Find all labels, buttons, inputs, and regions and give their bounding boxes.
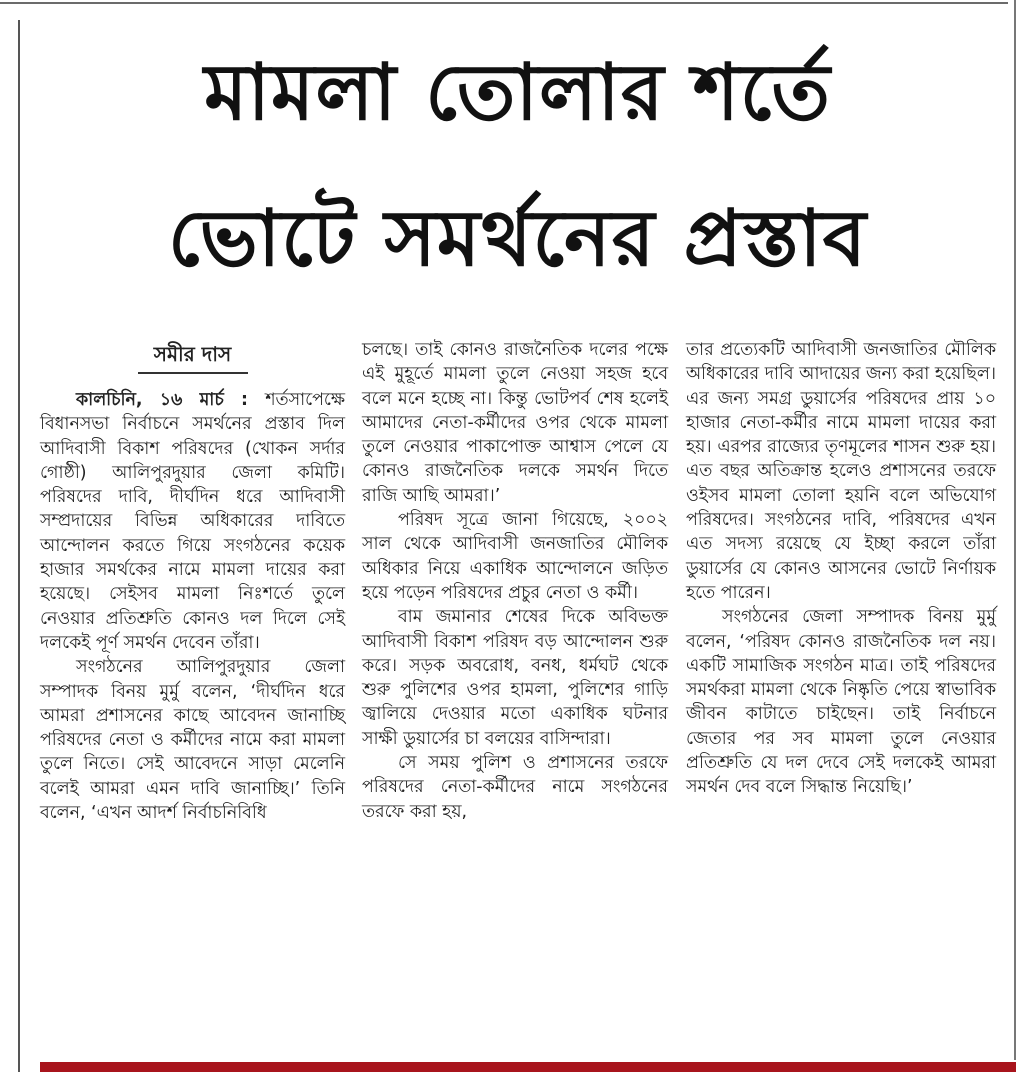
article-column-3 — [686, 338, 996, 800]
headline-line-2: ভোটে সমর্থনের প্রস্তাব — [167, 194, 868, 284]
paragraph-text: শর্তসাপেক্ষে বিধানসভা নির্বাচনে সমর্থনের প্রস্তাব দিল আদিবাসী বিকাশ পরিষদের (খোকন সর্দার গোষ্ঠী) আলিপুরদুয়ার জেলা কমিটি। পরিষদের দাবি, দীর্ঘদিন ধরে আদিবাসী সম্প্রদায়ের বিভিন্ন অধিকারের দাবিতে আন্দোলন করতে গিয়ে সংগঠনের কয়েক হাজার সমর্থকের নামে মামলা দায়ের করা হয়েছে। সেইসব মামলা নিঃশর্তে তুলে নেওয়ার প্রতিশ্রুতি কোনও দল দিলে সেই দলকেই পূর্ণ সমর্থন দেবেন তাঁরা। — [40, 390, 345, 653]
top-border-rule — [0, 2, 1008, 4]
paragraph: সংগঠনের জেলা সম্পাদক বিনয় মুর্মু বলেন, ‘পরিষদ কোনও রাজনৈতিক দল নয়। একটি সামাজিক সংগঠন মাত্র। তাই পরিষদের সমর্থকরা মামলা থেকে নিষ্কৃতি পেয়ে স্বাভাবিক জীবন কাটাতে চাইছেন। তাই নির্বাচনে জেতার পর সব মামলা তুলে নেওয়ার প্রতিশ্রুতি যে দল দেবে সেই দলকেই আমরা সমর্থন দেব বলে সিদ্ধান্ত নিয়েছি।’ — [686, 607, 996, 798]
paragraph: তার প্রত্যেকটি আদিবাসী জনজাতির মৌলিক অধিকারের দাবি আদায়ের জন্য করা হয়েছিল। এর জন্য সমগ্র ডুয়ার্সের পরিষদের প্রায় ১০ হাজার নেতা-কর্মীর নামে মামলা দায়ের করা হয়। এরপর রাজ্যের তৃণমূলের শাসন শুরু হয়। এত বছর অতিক্রান্ত হলেও প্রশাসনের তরফে ওইসব মামলা তোলা হয়নি বলে অভিযোগ পরিষদের। সংগঠনের দাবি, পরিষদের এখন এত সদস্য রয়েছে যে ইচ্ছা করলে তাঁরা ডুয়ার্সের যে কোনও আসনের ভোটে নির্ণায়ক হতে পারেন। — [686, 340, 996, 603]
paragraph — [40, 388, 345, 655]
headline-line-1: মামলা তোলার শর্তে — [204, 48, 831, 138]
article-column-2 — [362, 338, 668, 824]
bottom-accent-bar — [40, 1062, 1016, 1072]
paragraph: সংগঠনের আলিপুরদুয়ার জেলা সম্পাদক বিনয় মুর্মু বলেন, ‘দীর্ঘদিন ধরে আমরা প্রশাসনের কাছে আবেদন জানাচ্ছি পরিষদের নেতা ও কর্মীদের নামে করা মামলা তুলে নিতে। সেই আবেদনে সাড়া মেলেনি বলেই আমরা এমন দাবি জানাচ্ছি।’ তিনি বলেন, ‘এখন আদর্শ নির্বাচনিবিধি — [40, 657, 345, 824]
article-column-1 — [40, 340, 345, 825]
paragraph: বাম জমানার শেষের দিকে অবিভক্ত আদিবাসী বিকাশ পরিষদ বড় আন্দোলন শুরু করে। সড়ক অবরোধ, বনধ, ধর্মঘট থেকে শুরু পুলিশের ওপর হামলা, পুলিশের গাড়ি জ্বালিয়ে দেওয়ার মতো একাধিক ঘটনার সাক্ষী ডুয়ার্সের চা বলয়ের বাসিন্দারা। — [362, 607, 668, 749]
right-border-rule — [1014, 0, 1016, 1060]
byline: সমীর দাস — [138, 340, 248, 374]
paragraph: পরিষদ সূত্রে জানা গিয়েছে, ২০০২ সাল থেকে আদিবাসী জনজাতির মৌলিক অধিকার নিয়ে একাধিক আন্দোলনে জড়িত হয়ে পড়েন পরিষদের প্রচুর নেতা ও কর্মী। — [362, 510, 668, 603]
left-border-rule — [18, 20, 20, 1072]
paragraph: সে সময় পুলিশ ও প্রশাসনের তরফে পরিষদের নেতা-কর্মীদের নামে সংগঠনের তরফে করা হয়, — [362, 753, 668, 822]
paragraph: চলছে। তাই কোনও রাজনৈতিক দলের পক্ষে এই মুহূর্তে মামলা তুলে নেওয়া সহজ হবে বলে মনে হচ্ছে না। কিন্তু ভোটপর্ব শেষ হলেই আমাদের নেতা-কর্মীদের ওপর থেকে মামলা তুলে নেওয়ার পাকাপোক্ত আশ্বাস পেলে যে কোনও রাজনৈতিক দলকে সমর্থন দিতে রাজি আছি আমরা।’ — [362, 340, 668, 506]
dateline: কালচিনি, ১৬ মার্চ : — [76, 390, 266, 410]
